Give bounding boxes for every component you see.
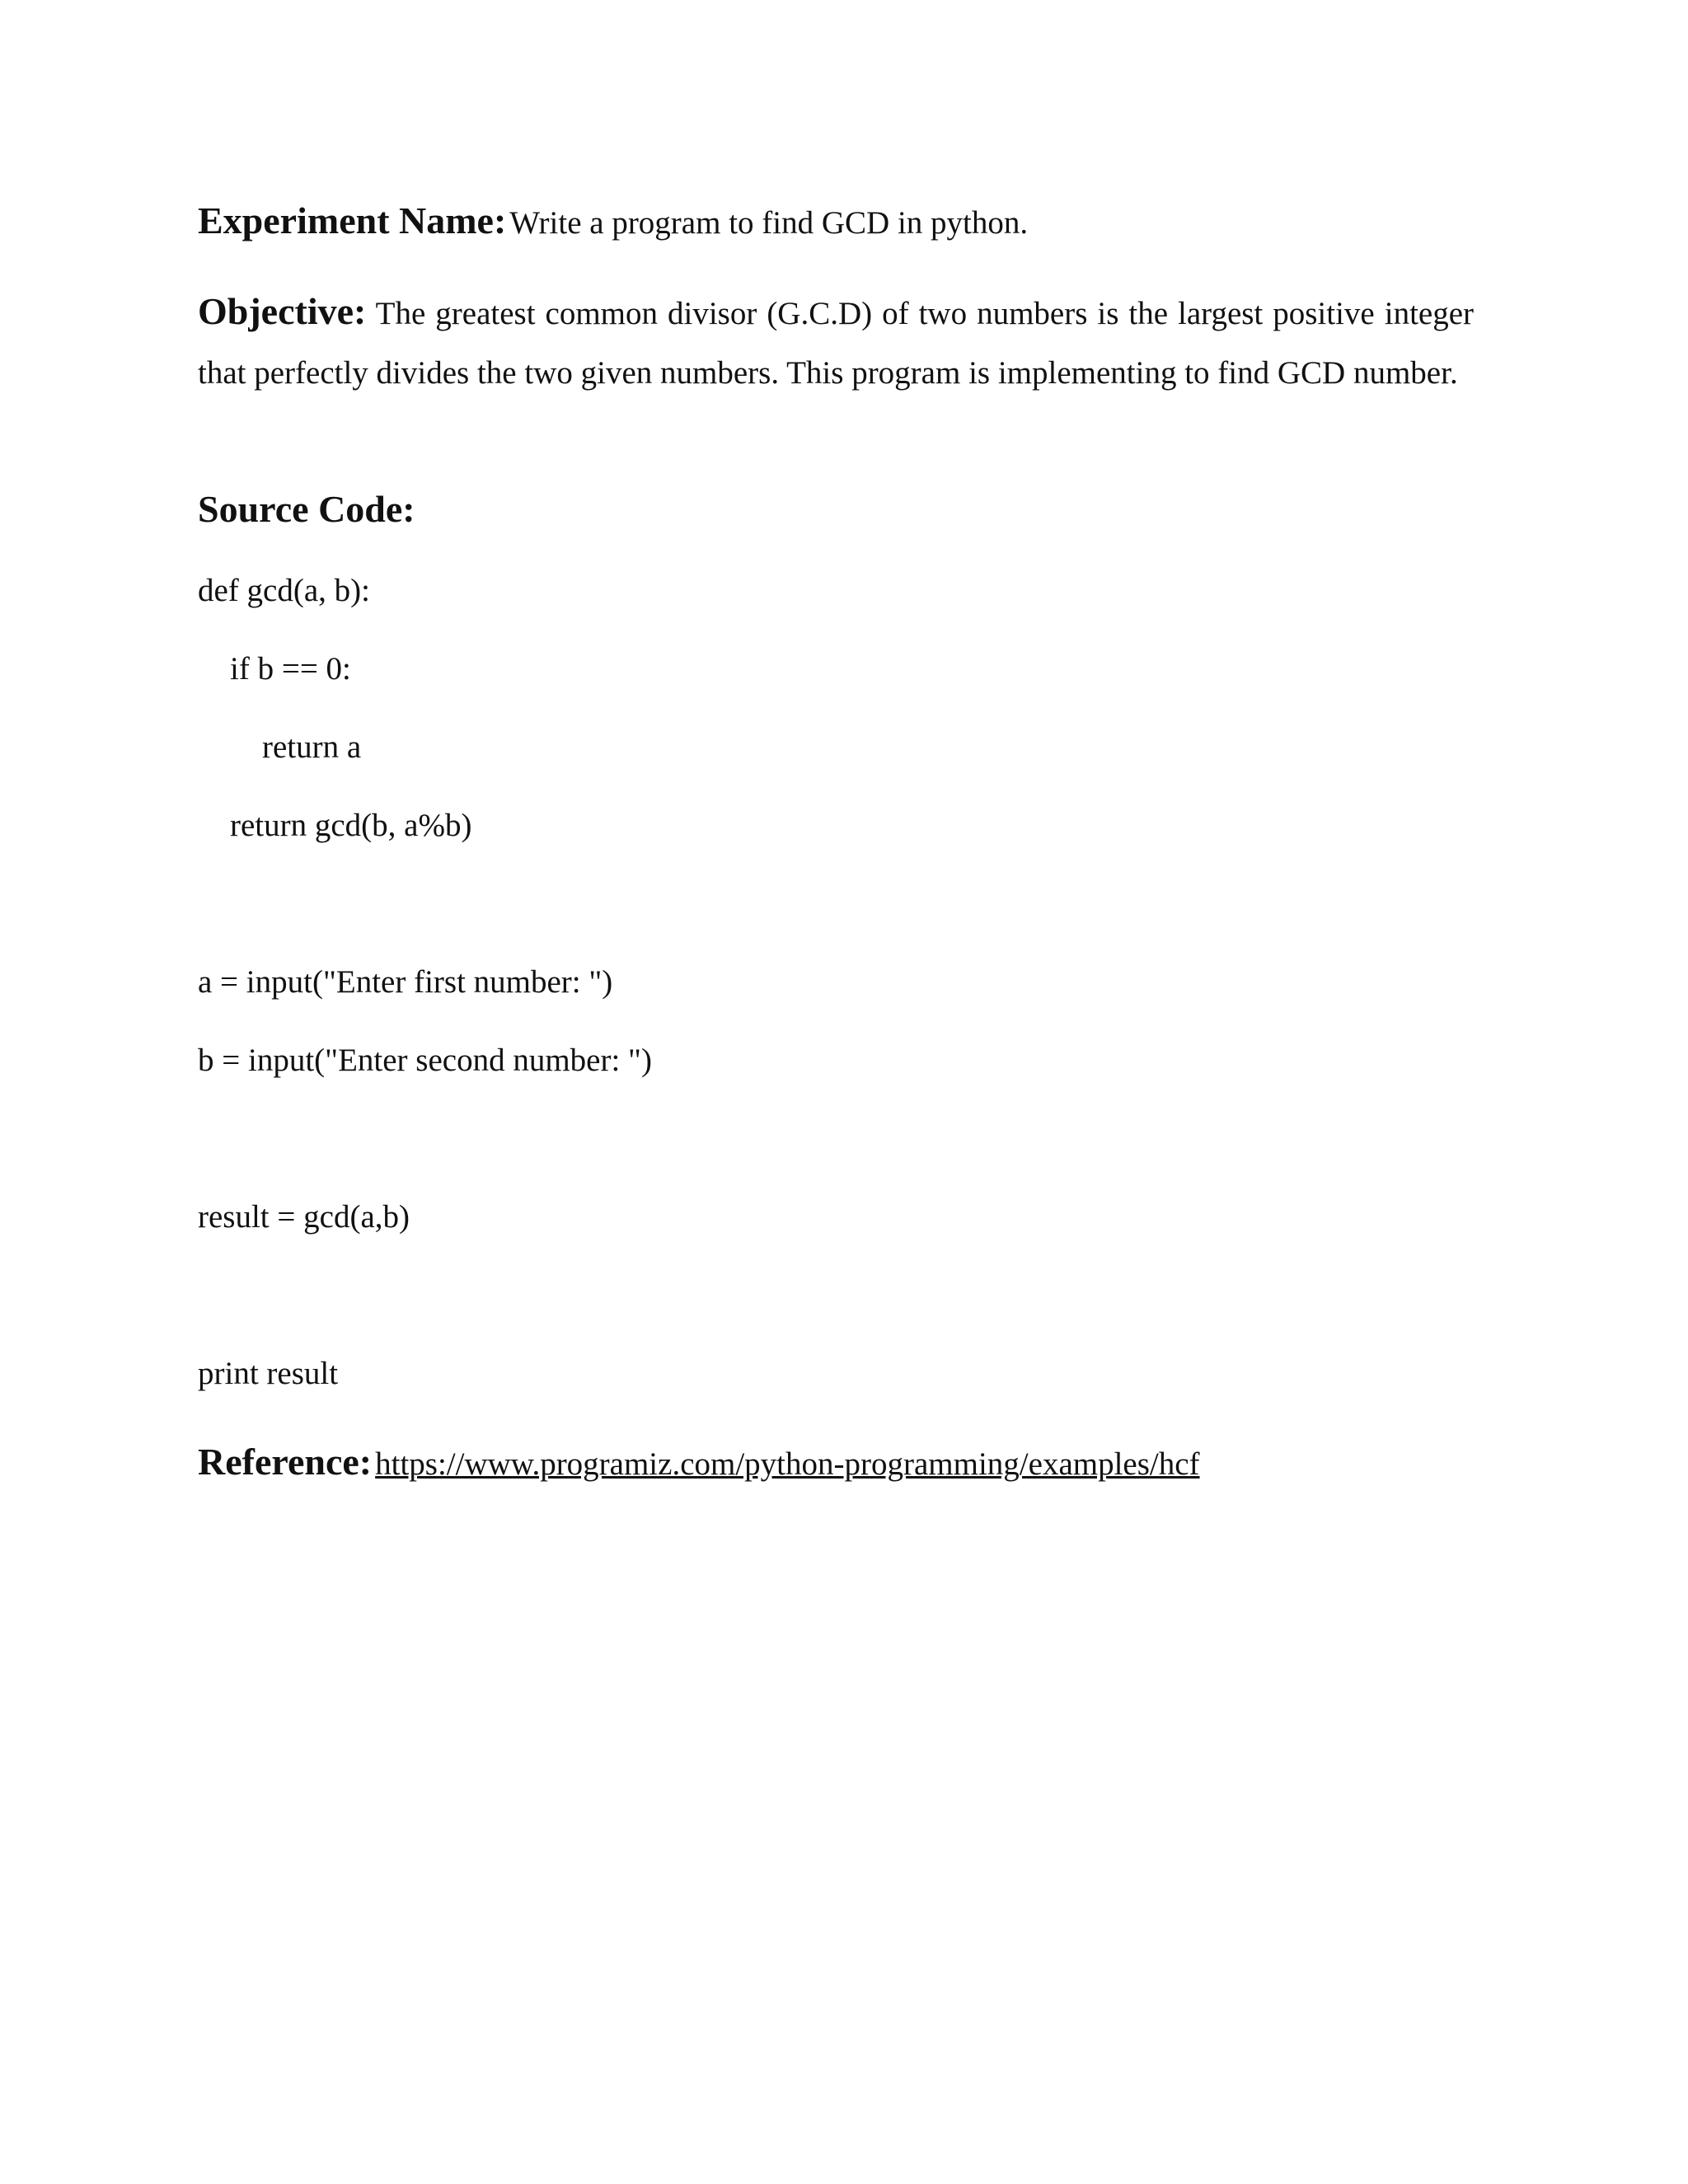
- reference-link[interactable]: https://www.programiz.com/python-programming/examples/hcf: [375, 1446, 1200, 1482]
- reference-label: Reference:: [198, 1441, 373, 1483]
- code-line: b = input("Enter second number: "): [198, 1043, 652, 1078]
- experiment-name: [198, 196, 1028, 255]
- reference: [198, 1437, 1200, 1496]
- source-code-title: Source Code:: [198, 488, 415, 530]
- code-line: result = gcd(a,b): [198, 1199, 410, 1235]
- code-line: if b == 0:: [230, 651, 351, 687]
- experiment-name-label: Experiment Name:: [198, 199, 507, 241]
- objective-text: The greatest common divisor (G.C.D) of two numbers is the largest positive integer that perfectly divides the two given numbers. This program is implementing to find GCD number.: [198, 296, 1475, 391]
- code-line: return gcd(b, a%b): [230, 808, 472, 843]
- code-line: return a: [262, 729, 362, 765]
- code-line: def gcd(a, b):: [198, 573, 370, 608]
- code-line: a = input("Enter first number: "): [198, 964, 613, 1000]
- objective-label: Objective:: [198, 290, 367, 332]
- experiment-name-text: Write a program to find GCD in python.: [509, 205, 1029, 241]
- objective-paragraph: [198, 282, 1474, 403]
- code-line: print result: [198, 1356, 339, 1391]
